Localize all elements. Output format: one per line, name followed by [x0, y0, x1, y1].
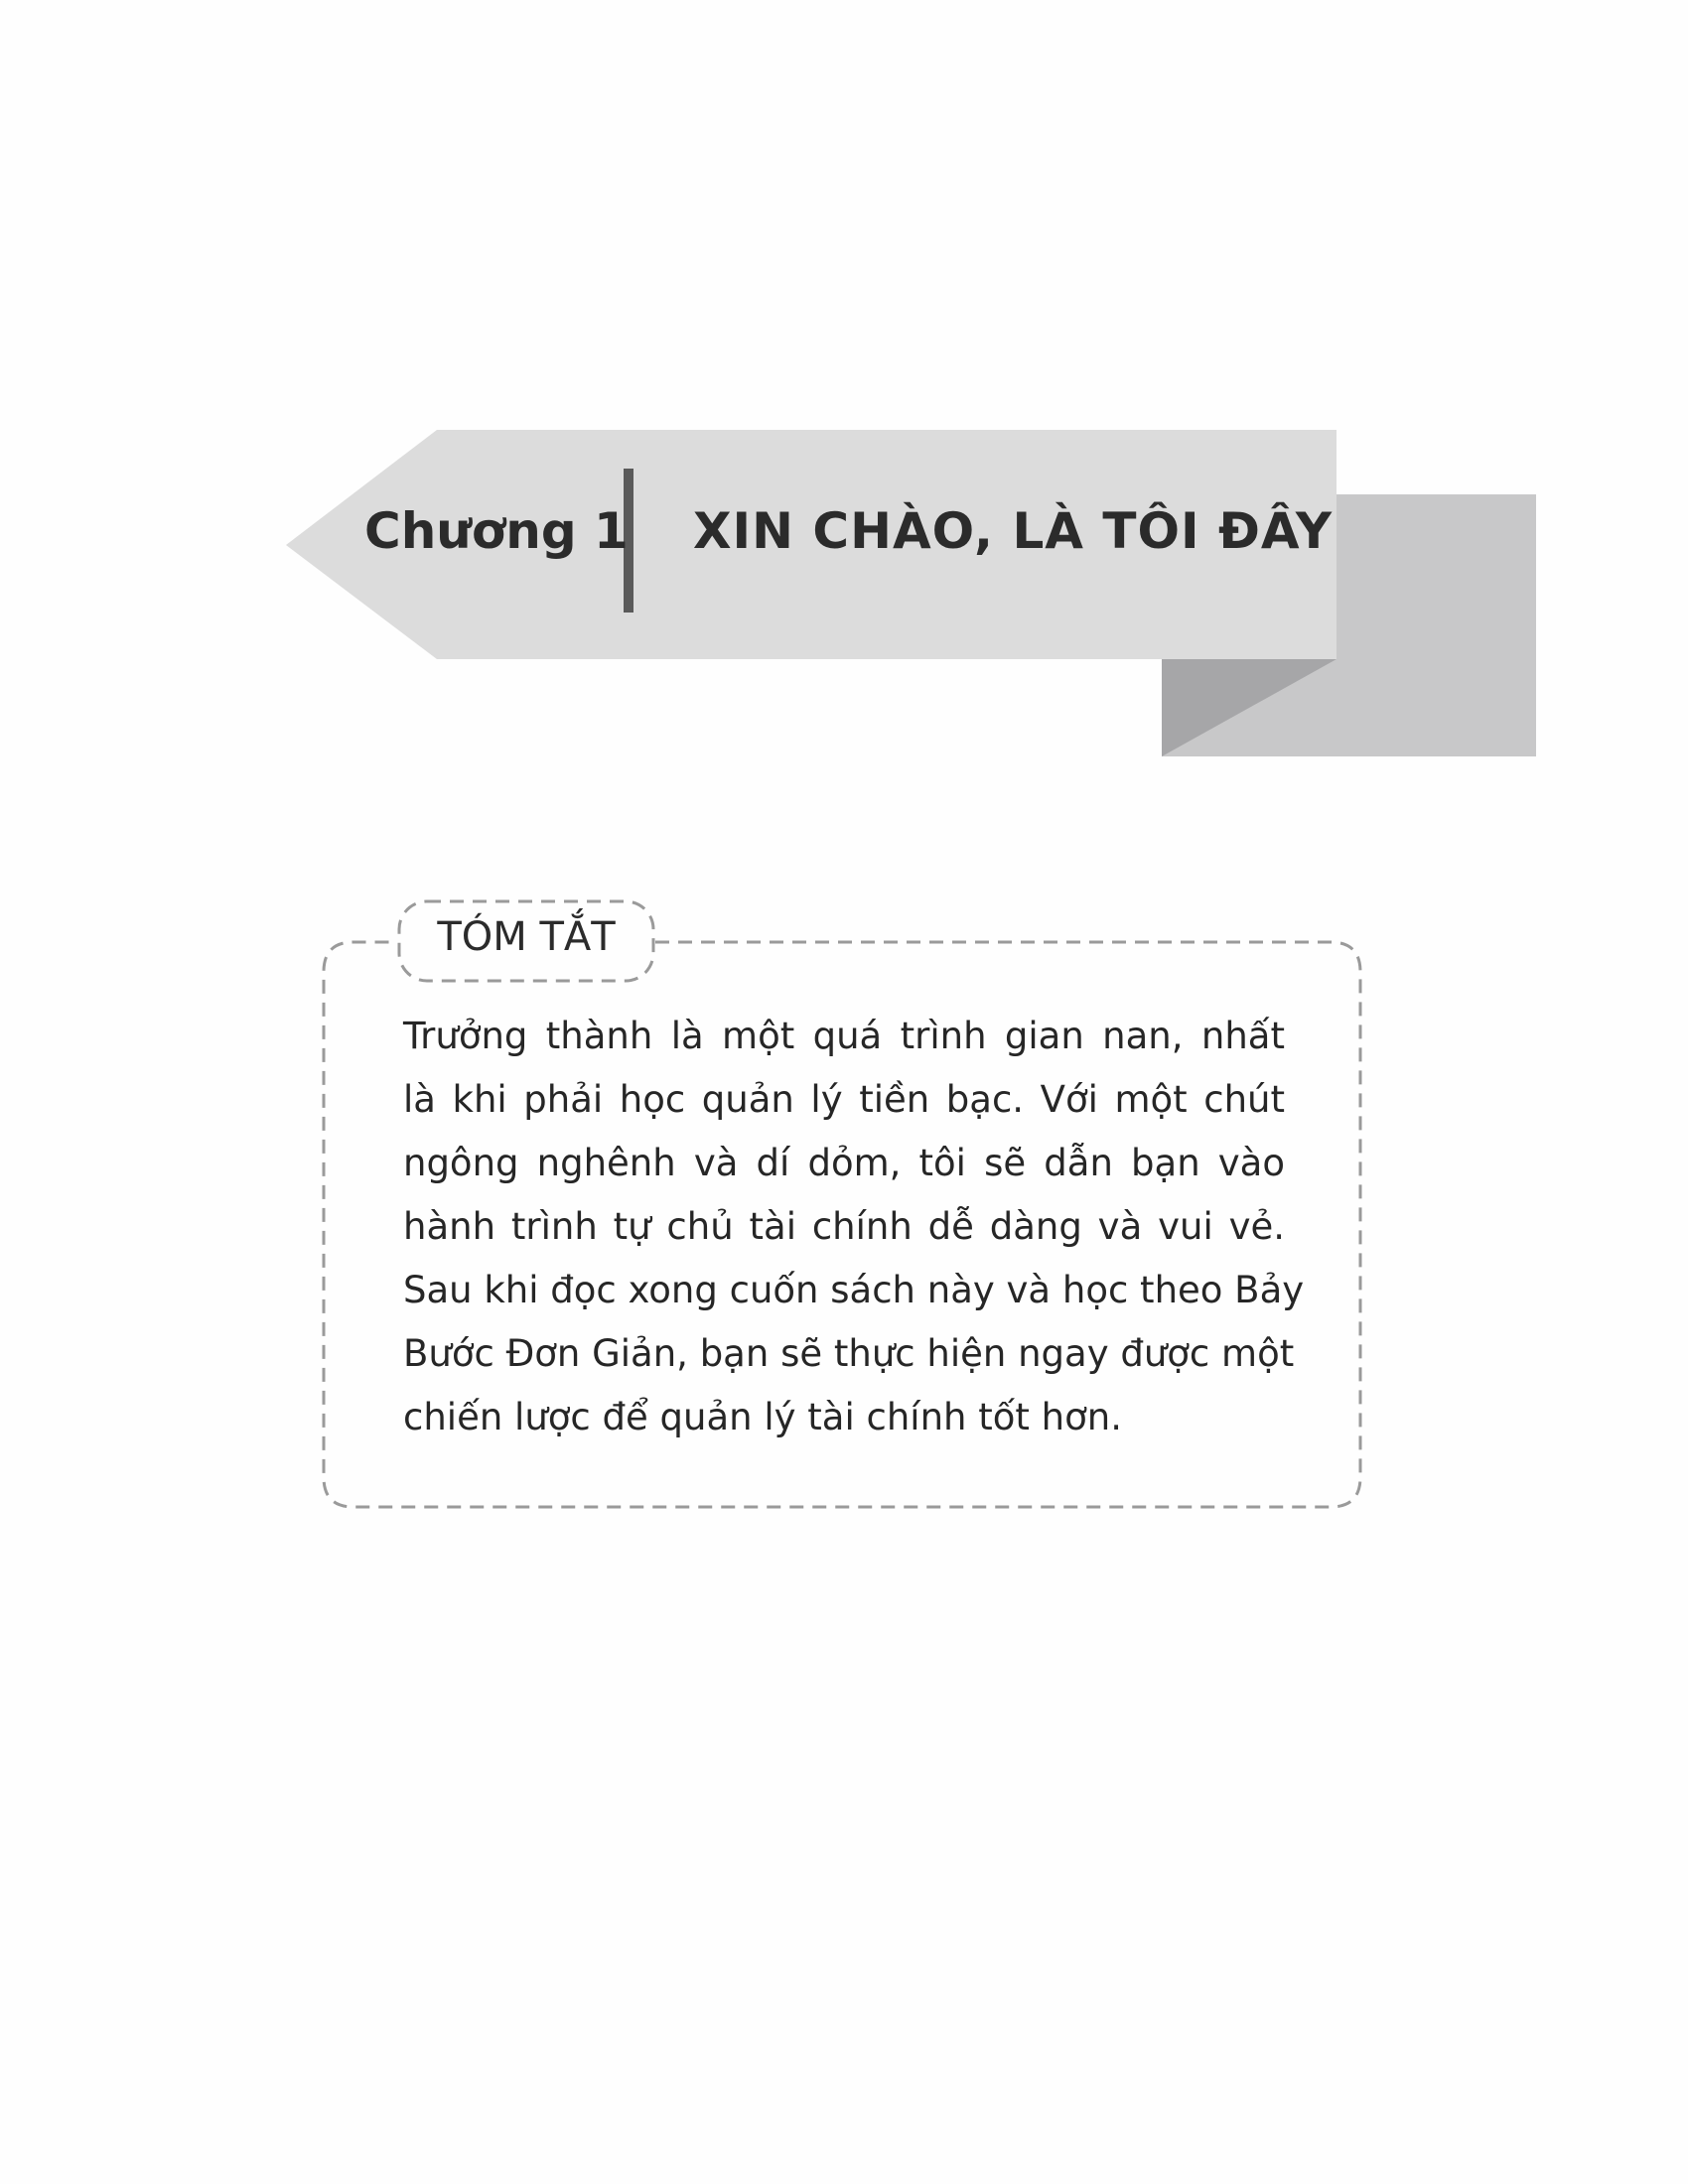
chapter-number-label: Chương 1 [364, 502, 629, 560]
summary-line: Sau khi đọc xong cuốn sách này và học theo Bảy [403, 1269, 1305, 1311]
summary-line: ngông nghênh và dí dỏm, tôi sẽ dẫn bạn vào [403, 1142, 1285, 1184]
summary-heading: TÓM TẮT [437, 914, 616, 960]
chapter-title: XIN CHÀO, LÀ TÔI ĐÂY [693, 502, 1334, 560]
summary-text [403, 1005, 1305, 1449]
summary-line: hành trình tự chủ tài chính dễ dàng và vui vẻ. [403, 1205, 1285, 1248]
summary-line: chiến lược để quản lý tài chính tốt hơn. [403, 1396, 1122, 1438]
summary-line: là khi phải học quản lý tiền bạc. Với một chút [403, 1078, 1285, 1121]
summary-line: Bước Đơn Giản, bạn sẽ thực hiện ngay được một [403, 1332, 1295, 1375]
summary-line: Trưởng thành là một quá trình gian nan, nhất [403, 1015, 1285, 1057]
